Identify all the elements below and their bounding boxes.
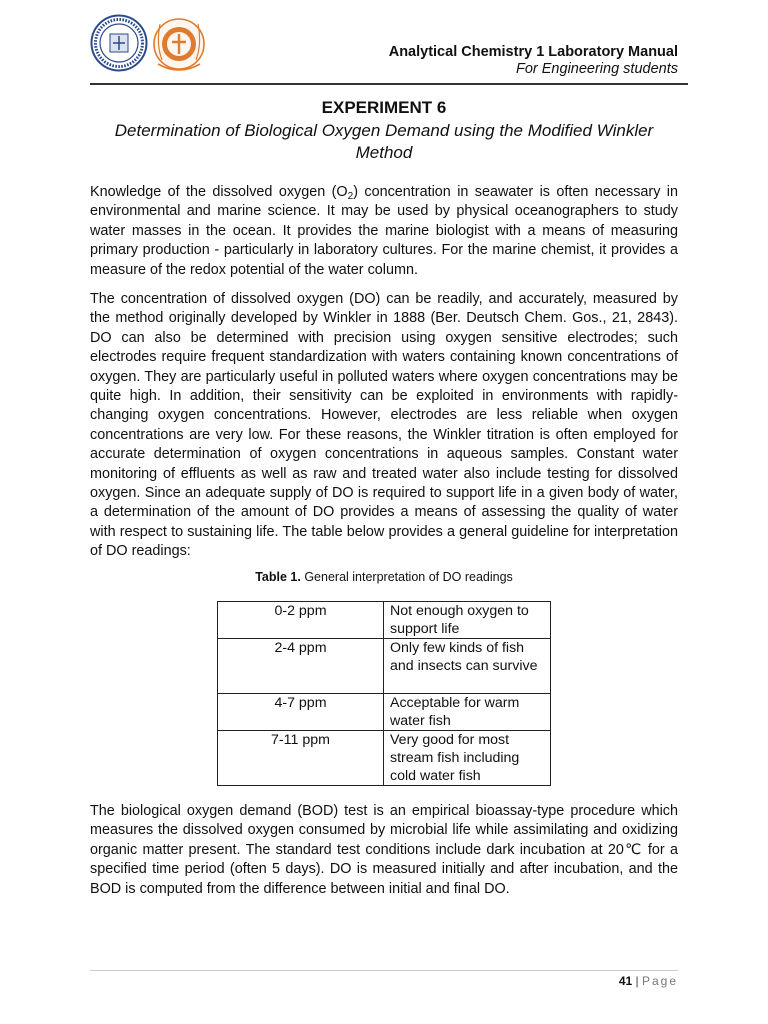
page-number: 41 [618,974,633,988]
do-interpretation-table [217,601,551,786]
manual-title: Analytical Chemistry 1 Laboratory Manual [388,44,678,60]
table-cell-meaning: Not enough oxygen to support life [384,602,551,639]
header-divider [90,83,688,85]
table-row [218,731,551,786]
table-cell-meaning: Acceptable for warm water fish [384,694,551,731]
table-cell-meaning: Only few kinds of fish and insects can survive [384,639,551,694]
table-caption-label: Table 1. [255,570,301,584]
footer-separator: | [632,974,642,988]
page-header [0,0,768,90]
table-cell-range: 7-11 ppm [218,731,384,786]
table-cell-range: 4-7 ppm [218,694,384,731]
subscript-2: 2 [347,191,354,202]
table-row [218,694,551,731]
university-seal-logo [90,14,148,72]
page-footer [619,974,678,988]
paragraph-bod: The biological oxygen demand (BOD) test is an empirical bioassay-type procedure which measures the dissolved oxygen consumed by microbial life while assimilating and oxidizing organic matter present. The standard test conditions include dark incubation at 20℃ for a specified time period (often 5 days). DO is measured initially and after incubation, and the BOD is computed from the difference between initial and final DO. [90,803,678,897]
table-caption [0,570,768,584]
table-row [218,639,551,694]
paragraph-do-methods: The concentration of dissolved oxygen (DO) can be readily, and accurately, measured by the method originally developed by Winkler in 1888 (Ber. Deutsch Chem. Gos., 21, 2843). DO can also be determined with precision using oxygen sensitive electrodes; such electrodes require frequent standardization with waters containing known concentrations of oxygen. They are particularly useful in polluted waters where oxygen concentrations may be quite high. In addition, their sensitivity can be exploited in environments with rapidly-changing oxygen concentrations. However, electrodes are less reliable when oxygen concentrations are very low. For these reasons, the Winkler titration is often employed for accurate determination of oxygen concentrations in aqueous samples. Constant water monitoring of effluents as well as raw and treated water also include testing for dissolved oxygen. Since an adequate supply of DO is required to support life in a given body of water, a determination of the amount of DO provides a means of assessing the quality of water with respect to sustaining life. The table below provides a general guideline for interpretation of DO readings: [90,291,678,560]
table-cell-meaning: Very good for most stream fish including cold water fish [384,731,551,786]
footer-divider [90,970,678,971]
paragraph-intro-end: ) concentration in seawater is often necessary in environmental and marine science. It may be used by physical oceanographers to study water masses in the ocean. It provides the marine biologist with a means of measuring primary production - particularly in laboratory cultures. For the marine chemist, it provides a measure of the redox potential of the water column. [90,184,678,278]
table-cell-range: 0-2 ppm [218,602,384,639]
table-caption-text: General interpretation of DO readings [304,570,513,584]
table-row [218,602,551,639]
paragraph-intro [90,183,678,280]
paragraph-intro-start: Knowledge of the dissolved oxygen (O [90,184,348,200]
page-label: Page [641,974,678,988]
experiment-number: EXPERIMENT 6 [321,98,447,117]
header-text [389,44,678,78]
experiment-title: Determination of Biological Oxygen Demand using the Modified Winkler Method [114,121,654,162]
table-cell-range: 2-4 ppm [218,639,384,694]
department-crest-logo [150,14,208,78]
manual-subtitle: For Engineering students [515,61,678,77]
